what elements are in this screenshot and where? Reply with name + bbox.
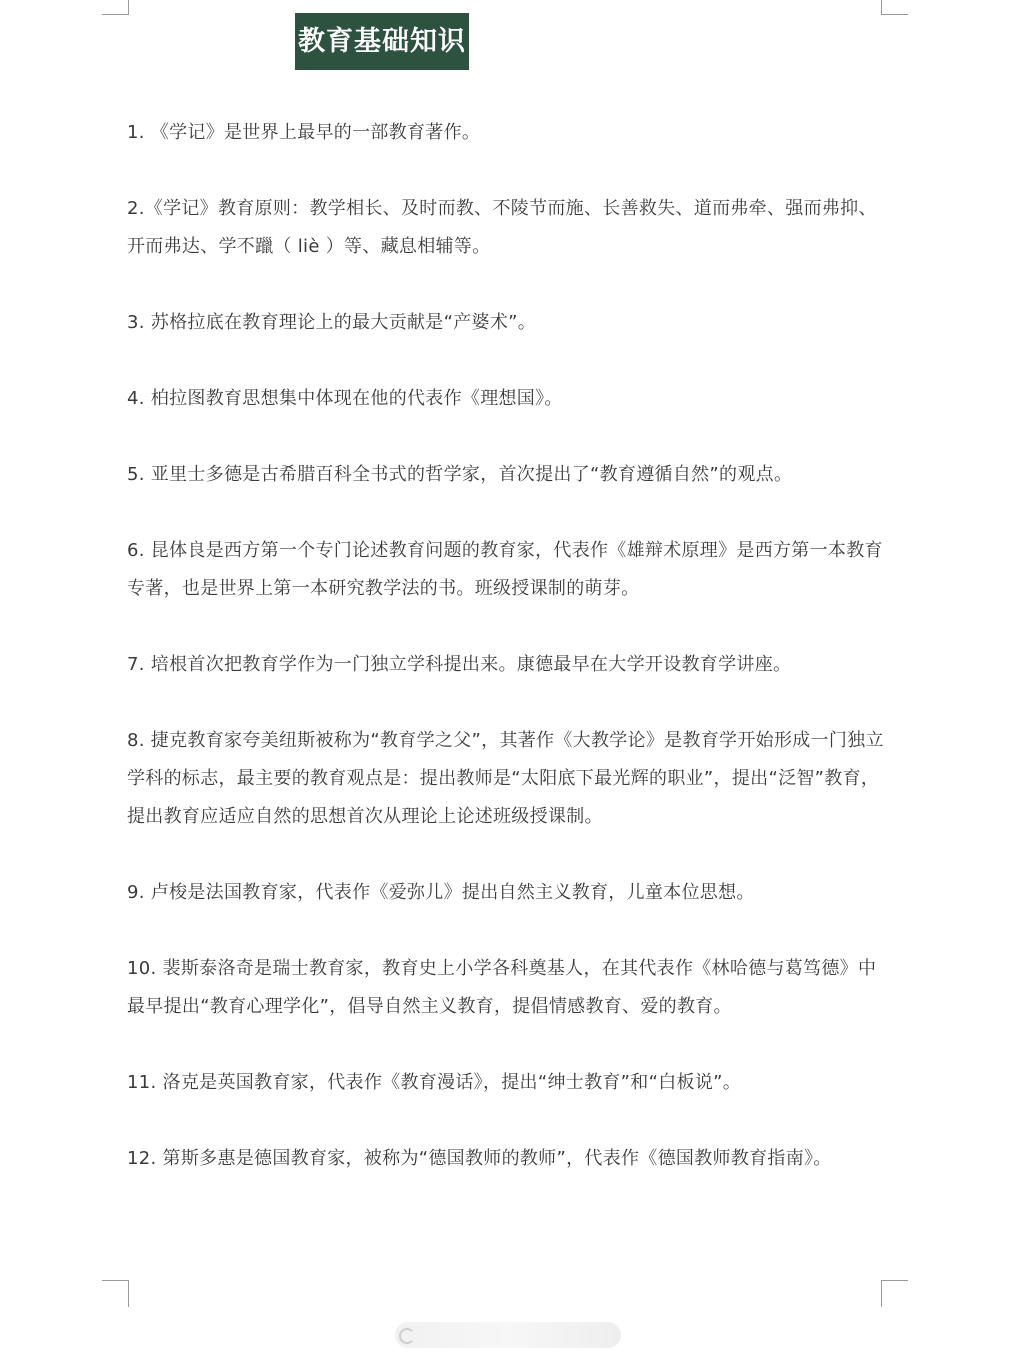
page-corner-mark-top-left bbox=[102, 0, 129, 15]
list-item: 7. 培根首次把教育学作为一门独立学科提出来。康德最早在大学开设教育学讲座。 bbox=[127, 654, 792, 675]
list-item: 9. 卢梭是法国教育家，代表作《爱弥儿》提出自然主义教育，儿童本位思想。 bbox=[127, 882, 755, 903]
page-corner-mark-top-right bbox=[881, 0, 908, 15]
list-item: 3. 苏格拉底在教育理论上的最大贡献是“产婆术”。 bbox=[127, 312, 537, 333]
list-item: 8. 捷克教育家夸美纽斯被称为“教育学之父”，其著作《大教学论》是教育学开始形成一门独立学科的标志，最主要的教育观点是：提出教师是“太阳底下最光辉的职业”，提出“泛智”教育，提出教育应适应自然的思想首次从理论上论述班级授课制。 bbox=[127, 730, 884, 827]
page-title: 教育基础知识 bbox=[295, 13, 469, 70]
list-item: 12. 第斯多惠是德国教育家，被称为“德国教师的教师”，代表作《德国教师教育指南》。 bbox=[127, 1148, 832, 1169]
page-corner-mark-bottom-right bbox=[881, 1280, 908, 1307]
knowledge-list bbox=[127, 114, 887, 1216]
page-corner-mark-bottom-left bbox=[102, 1280, 129, 1307]
list-item: 6. 昆体良是西方第一个专门论述教育问题的教育家，代表作《雄辩术原理》是西方第一本教育专著，也是世界上第一本研究教学法的书。班级授课制的萌芽。 bbox=[127, 540, 883, 599]
list-item: 5. 亚里士多德是古希腊百科全书式的哲学家，首次提出了“教育遵循自然”的观点。 bbox=[127, 464, 793, 485]
list-item: 1. 《学记》是世界上最早的一部教育著作。 bbox=[127, 122, 481, 143]
list-item: 4. 柏拉图教育思想集中体现在他的代表作《理想国》。 bbox=[127, 388, 563, 409]
watermark-blur bbox=[395, 1322, 621, 1348]
list-item: 2.《学记》教育原则：教学相长、及时而教、不陵节而施、长善救失、道而弗牵、强而弗抑、开而弗达、学不躐（ liè ）等、藏息相辅等。 bbox=[127, 198, 877, 257]
list-item: 10. 裴斯泰洛奇是瑞士教育家，教育史上小学各科奠基人，在其代表作《林哈德与葛笃德》中最早提出“教育心理学化”，倡导自然主义教育，提倡情感教育、爱的教育。 bbox=[127, 958, 877, 1017]
list-item: 11. 洛克是英国教育家，代表作《教育漫话》，提出“绅士教育”和“白板说”。 bbox=[127, 1072, 742, 1093]
